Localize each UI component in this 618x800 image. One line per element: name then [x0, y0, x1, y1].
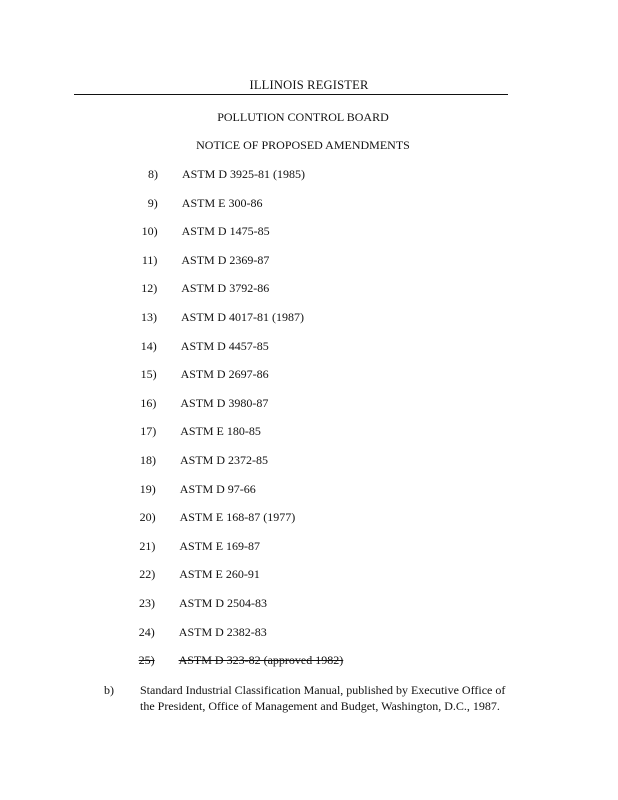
list-item-standard: ASTM E 169-87	[179, 538, 261, 553]
paragraph-text: Standard Industrial Classification Manual, published by Executive Office of the President, Office of Management and Budget, Washington, D.C., 1987.	[140, 683, 506, 713]
list-item-number: 24)	[138, 624, 155, 639]
list-item-standard: ASTM D 2504-83	[179, 596, 268, 610]
list-item-number: 10)	[141, 224, 158, 239]
list-item-number: 8)	[148, 167, 158, 181]
list-item-standard: ASTM D 97-66	[179, 481, 256, 496]
list-item-standard: ASTM D 2382-83	[178, 624, 267, 639]
list-item-number: 21)	[139, 538, 156, 553]
list-item-standard: ASTM E 180-85	[180, 424, 261, 439]
list-item-number: 25)	[138, 653, 155, 668]
list-item-number: 23)	[139, 596, 155, 610]
list-item-number: 17)	[140, 424, 157, 439]
list-item-standard: ASTM D 2372-85	[180, 453, 269, 467]
list-item-number: 16)	[140, 395, 157, 410]
list-item-standard: ASTM D 3980-87	[180, 395, 269, 410]
list-item-number: 18)	[140, 453, 156, 467]
list-item-standard: ASTM D 3792-86	[181, 281, 270, 296]
paragraph-label: b)	[104, 683, 114, 697]
list-item-standard: ASTM E 300-86	[181, 195, 263, 210]
agency-name: POLLUTION CONTROL BOARD	[217, 110, 389, 124]
list-item-number: 22)	[139, 567, 156, 582]
list-item-standard: ASTM D 2369-87	[181, 252, 270, 267]
list-item-standard: ASTM E 260-91	[179, 567, 260, 582]
list-item-standard: ASTM D 323-82 (approved 1982)	[178, 653, 344, 668]
list-item-standard: ASTM D 2697-86	[180, 367, 269, 382]
list-item-number: 14)	[140, 338, 157, 353]
list-item-standard: ASTM D 3925-81 (1985)	[182, 167, 305, 181]
list-item-number: 12)	[141, 281, 158, 296]
list-item-standard: ASTM E 168-87 (1977)	[179, 510, 296, 525]
list-item-number: 9)	[147, 195, 158, 210]
list-item-standard: ASTM D 4457-85	[180, 338, 269, 353]
list-item-number: 11)	[141, 252, 158, 267]
list-item-number: 13)	[141, 310, 157, 324]
list-item-number: 20)	[139, 510, 156, 525]
notice-title: NOTICE OF PROPOSED AMENDMENTS	[196, 138, 410, 152]
list-item-number: 15)	[140, 367, 157, 382]
list-item-number: 19)	[139, 481, 156, 496]
list-item-standard: ASTM D 4017-81 (1987)	[181, 310, 304, 324]
register-title: ILLINOIS REGISTER	[249, 78, 369, 92]
header-rule	[74, 94, 508, 95]
list-item-standard: ASTM D 1475-85	[181, 224, 270, 239]
